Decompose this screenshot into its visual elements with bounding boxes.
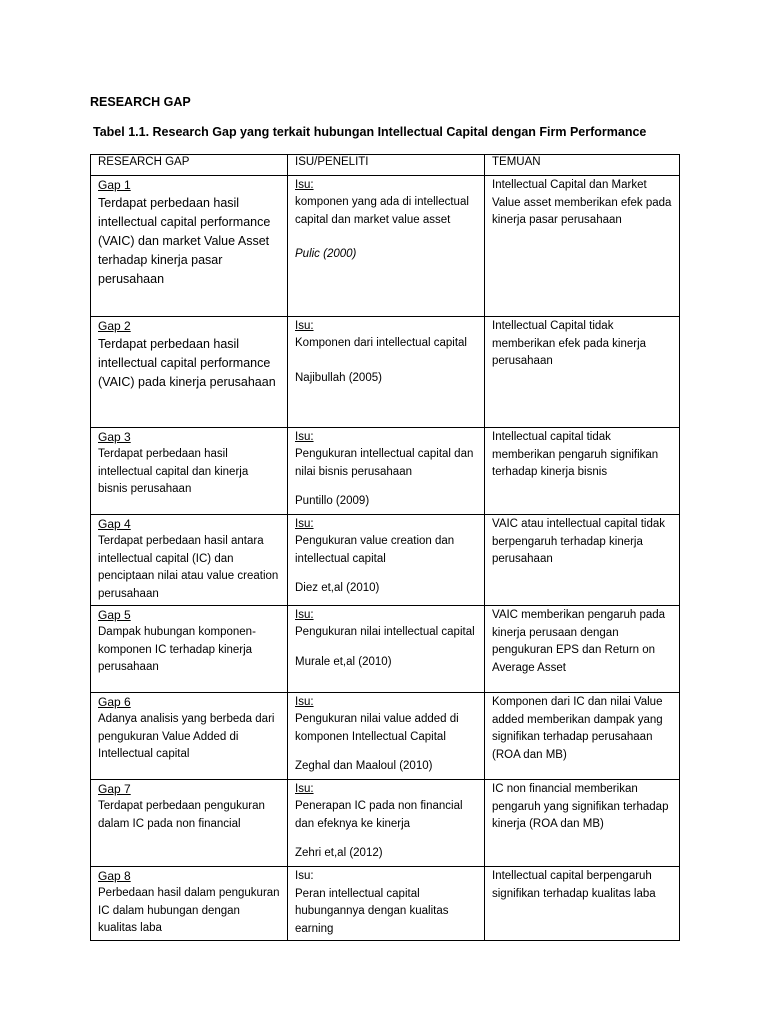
gap-cell — [91, 317, 288, 428]
isu-description: Peran intellectual capital hubungannya dengan kualitas earning — [295, 887, 449, 935]
temuan-cell — [485, 515, 680, 606]
gap-description: Terdapat perbedaan hasil intellectual capital performance (VAIC) pada kinerja perusahaan — [98, 337, 276, 389]
temuan-cell — [485, 176, 680, 317]
finding: VAIC memberikan pengaruh pada kinerja perusaan dengan pengukuran EPS dan Return on Average Asset — [492, 609, 666, 674]
table-row — [91, 780, 680, 867]
researcher: Puntillo (2009) — [295, 495, 370, 507]
gap-cell — [91, 867, 288, 941]
researcher: Zehri et,al (2012) — [295, 847, 383, 859]
isu-description: Pengukuran nilai value added di komponen Intellectual Capital — [295, 713, 459, 743]
gap-cell — [91, 780, 288, 867]
isu-cell — [288, 867, 485, 941]
gap-title: Gap 5 — [98, 608, 131, 622]
table-row — [91, 176, 680, 317]
finding: Intellectual Capital dan Market Value asset memberikan efek pada kinerja pasar perusahaan — [492, 179, 672, 226]
finding: Komponen dari IC dan nilai Value added memberikan dampak yang signifikan terhadap perusahaan (ROA dan MB) — [492, 696, 663, 761]
table-row — [91, 428, 680, 515]
isu-description: komponen yang ada di intellectual capital dan market value asset — [295, 196, 469, 226]
research-gap-table — [90, 154, 680, 941]
isu-cell — [288, 317, 485, 428]
researcher: Zeghal dan Maaloul (2010) — [295, 760, 433, 772]
temuan-cell — [485, 317, 680, 428]
page-heading: RESEARCH GAP — [90, 95, 191, 109]
gap-cell — [91, 176, 288, 317]
table-row — [91, 317, 680, 428]
isu-label: Isu: — [295, 783, 314, 795]
gap-cell — [91, 606, 288, 693]
gap-description: Terdapat perbedaan hasil intellectual capital dan kinerja bisnis perusahaan — [98, 448, 249, 495]
isu-cell — [288, 515, 485, 606]
temuan-cell — [485, 867, 680, 941]
gap-cell — [91, 515, 288, 606]
isu-description: Pengukuran nilai intellectual capital — [295, 626, 475, 638]
finding: VAIC atau intellectual capital tidak berpengaruh terhadap kinerja perusahaan — [492, 518, 666, 565]
finding: IC non financial memberikan pengaruh yang signifikan terhadap kinerja (ROA dan MB) — [492, 783, 669, 830]
gap-title: Gap 4 — [98, 517, 131, 531]
isu-label: Isu: — [295, 320, 314, 332]
temuan-cell — [485, 428, 680, 515]
finding: Intellectual capital tidak memberikan pengaruh signifikan terhadap kinerja bisnis — [492, 431, 659, 478]
gap-title: Gap 6 — [98, 695, 131, 709]
researcher: Najibullah (2005) — [295, 371, 382, 384]
temuan-cell — [485, 606, 680, 693]
gap-description: Terdapat perbedaan hasil intellectual capital performance (VAIC) dan market Value Asset terhadap kinerja pasar perusahaan — [98, 196, 271, 286]
isu-description: Pengukuran intellectual capital dan nilai bisnis perusahaan — [295, 448, 474, 478]
finding: Intellectual capital berpengaruh signifikan terhadap kualitas laba — [492, 870, 656, 900]
isu-label: Isu: — [295, 179, 314, 191]
table-row — [91, 515, 680, 606]
gap-title: Gap 2 — [98, 319, 131, 333]
isu-cell — [288, 780, 485, 867]
isu-cell — [288, 428, 485, 515]
table-row — [91, 867, 680, 941]
researcher: Diez et,al (2010) — [295, 582, 380, 594]
table-row — [91, 606, 680, 693]
temuan-cell — [485, 780, 680, 867]
gap-description: Terdapat perbedaan pengukuran dalam IC pada non financial — [98, 800, 265, 830]
isu-label: Isu: — [295, 696, 314, 708]
isu-cell — [288, 693, 485, 780]
gap-description: Dampak hubungan komponen-komponen IC terhadap kinerja perusahaan — [98, 626, 256, 673]
gap-description: Adanya analisis yang berbeda dari pengukuran Value Added di Intellectual capital — [98, 713, 275, 760]
temuan-cell — [485, 693, 680, 780]
isu-label: Isu: — [295, 518, 314, 530]
gap-title: Gap 1 — [98, 178, 131, 192]
table-caption: Tabel 1.1. Research Gap yang terkait hubungan Intellectual Capital dengan Firm Performance — [93, 125, 647, 139]
isu-label: Isu: — [295, 431, 314, 443]
gap-description: Perbedaan hasil dalam pengukuran IC dalam hubungan dengan kualitas laba — [98, 887, 280, 934]
isu-label: Isu: — [295, 609, 314, 621]
header-temuan: TEMUAN — [485, 155, 680, 176]
gap-description: Terdapat perbedaan hasil antara intellectual capital (IC) dan penciptaan nilai atau value creation perusahaan — [98, 535, 279, 600]
header-isu-peneliti: ISU/PENELITI — [288, 155, 485, 176]
gap-cell — [91, 693, 288, 780]
researcher: Murale et,al (2010) — [295, 655, 392, 668]
gap-cell — [91, 428, 288, 515]
gap-title: Gap 7 — [98, 782, 131, 796]
isu-cell — [288, 606, 485, 693]
header-research-gap: RESEARCH GAP — [91, 155, 288, 176]
isu-description: Komponen dari intellectual capital — [295, 337, 467, 349]
isu-description: Penerapan IC pada non financial dan efeknya ke kinerja — [295, 800, 463, 830]
table-header-row — [91, 155, 680, 176]
isu-label: Isu: — [295, 870, 314, 882]
isu-cell — [288, 176, 485, 317]
finding: Intellectual Capital tidak memberikan efek pada kinerja perusahaan — [492, 320, 647, 367]
gap-title: Gap 8 — [98, 869, 131, 883]
researcher: Pulic (2000) — [295, 248, 357, 260]
gap-title: Gap 3 — [98, 430, 131, 444]
isu-description: Pengukuran value creation dan intellectual capital — [295, 535, 455, 565]
table-row — [91, 693, 680, 780]
